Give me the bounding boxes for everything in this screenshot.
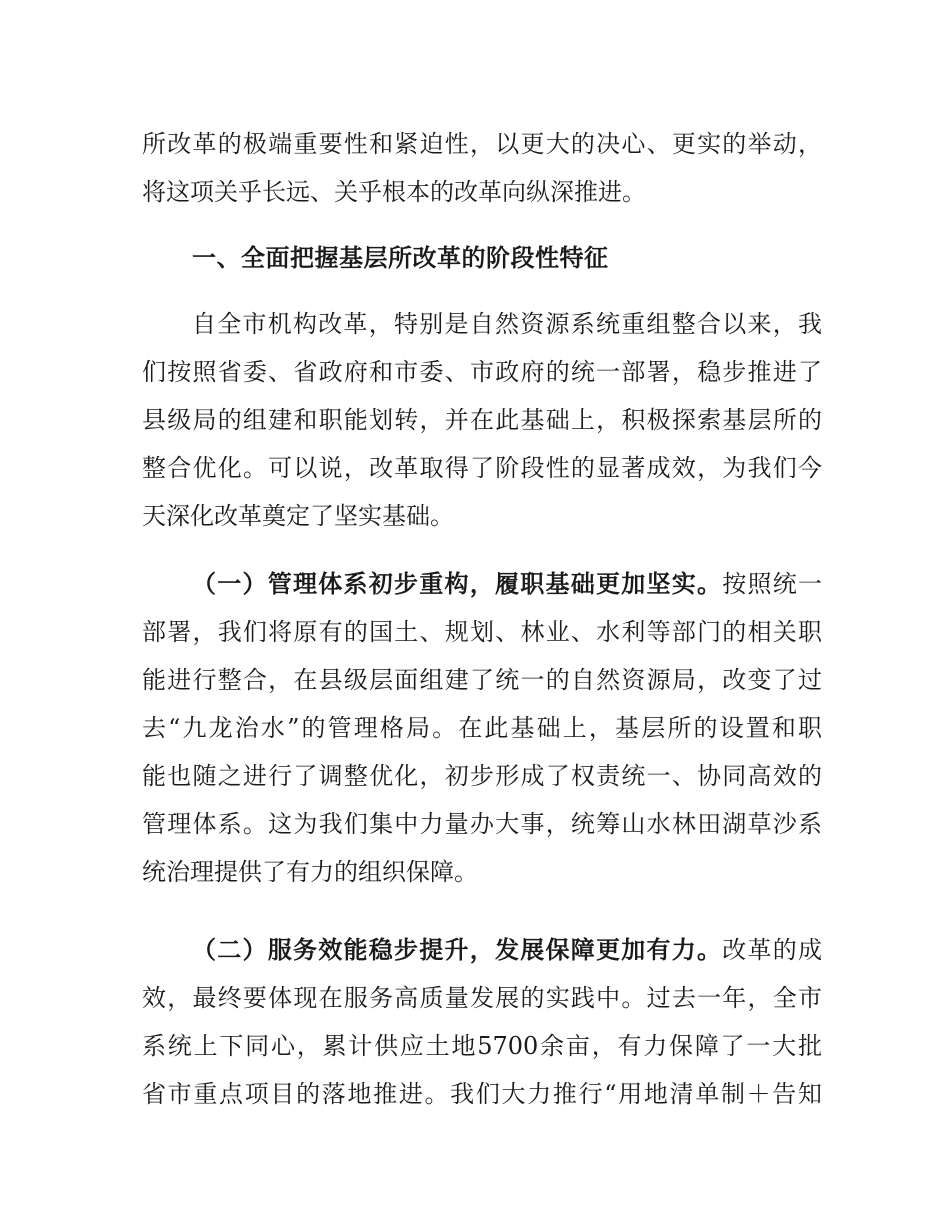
- text-line: 能也随之进行了调整优化，初步形成了权责统一、协同高效的: [142, 762, 822, 790]
- text-line: 部署，我们将原有的国土、规划、林业、水利等部门的相关职: [142, 618, 822, 646]
- text-line: 效，最终要体现在服务高质量发展的实践中。过去一年，全市: [142, 984, 822, 1012]
- subsection-heading: （二）服务效能稳步提升，发展保障更加有力。: [192, 936, 723, 964]
- text-line: 所改革的极端重要性和紧迫性，以更大的决心、更实的举动，: [142, 130, 822, 158]
- subsection-heading: （一）管理体系初步重构，履职基础更加坚实。: [192, 570, 723, 598]
- text-line: 整合优化。可以说，改革取得了阶段性的显著成效，为我们今: [142, 454, 822, 482]
- text-line: 系统上下同心，累计供应土地5700余亩，有力保障了一大批: [142, 1032, 822, 1060]
- text-line: 省市重点项目的落地推进。我们大力推行“用地清单制＋告知: [142, 1080, 822, 1108]
- text-line: 县级局的组建和职能划转，并在此基础上，积极探索基层所的: [142, 406, 822, 434]
- subsection-first-line: [192, 928, 822, 972]
- text-line: 天深化改革奠定了坚实基础。: [142, 502, 454, 530]
- text-run: 按照统一: [722, 570, 822, 598]
- subsection-first-line: [192, 562, 822, 606]
- text-line: 管理体系。这为我们集中力量办大事，统筹山水林田湖草沙系: [142, 810, 822, 838]
- text-line: 自全市机构改革，特别是自然资源系统重组整合以来，我: [192, 310, 822, 338]
- text-line: 去“九龙治水”的管理格局。在此基础上，基层所的设置和职: [142, 714, 822, 742]
- text-line: 能进行整合，在县级层面组建了统一的自然资源局，改变了过: [142, 666, 822, 694]
- text-run: 改革的成: [722, 936, 822, 964]
- text-line: 们按照省委、省政府和市委、市政府的统一部署，稳步推进了: [142, 358, 822, 386]
- text-line: 统治理提供了有力的组织保障。: [142, 858, 478, 886]
- section-heading: 一、全面把握基层所改革的阶段性特征: [192, 244, 609, 272]
- text-line: 将这项关乎长远、关乎根本的改革向纵深推进。: [142, 178, 646, 206]
